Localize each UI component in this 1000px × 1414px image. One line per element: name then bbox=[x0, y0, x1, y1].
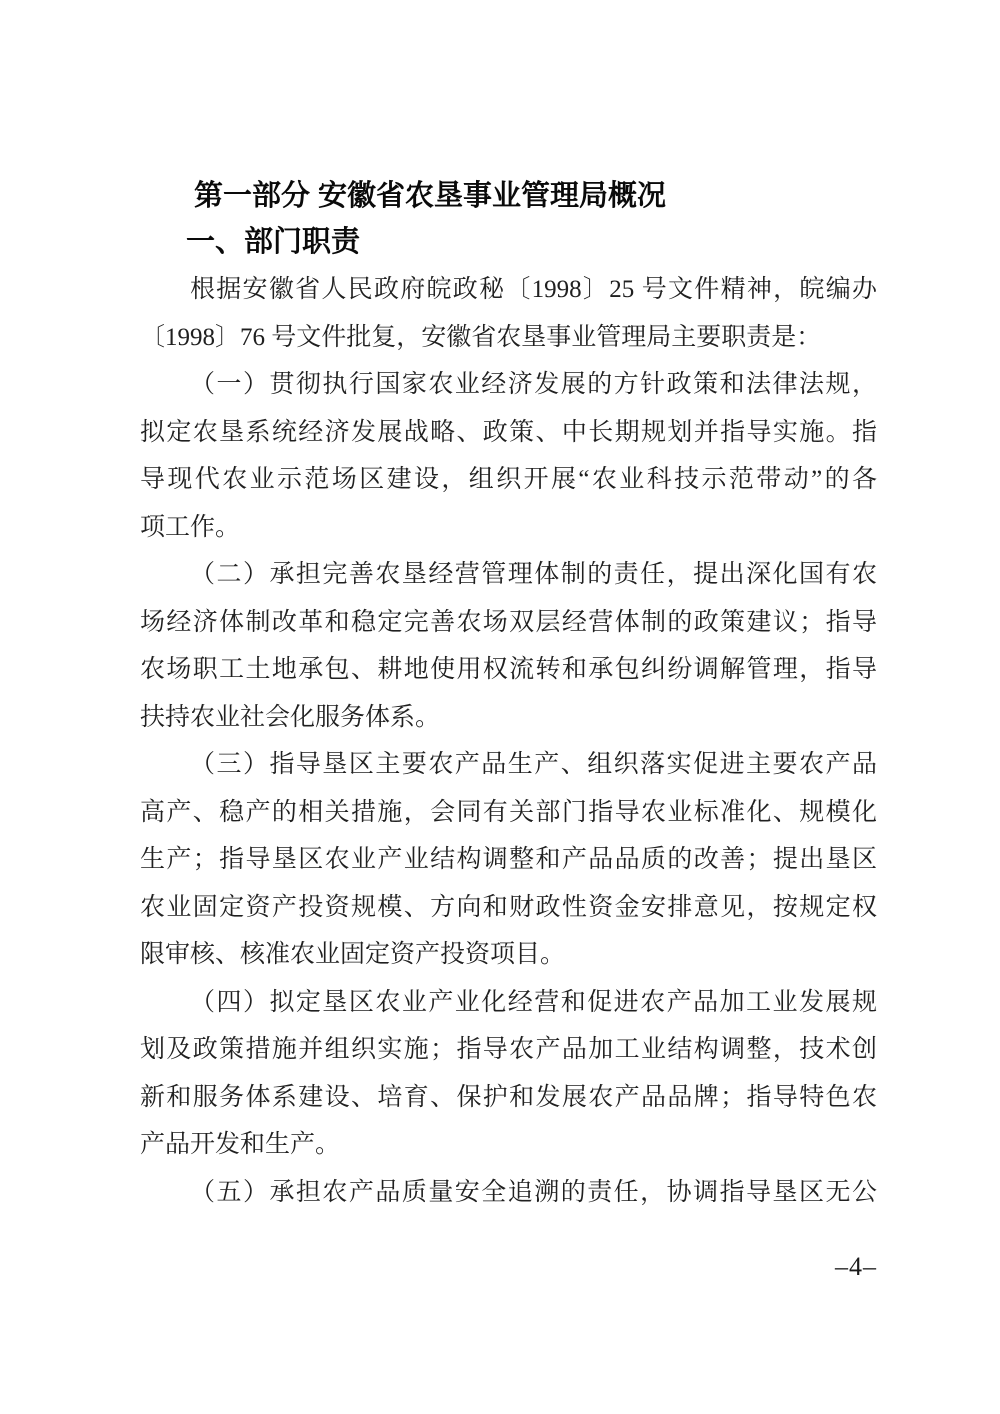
text-line: 高产、稳产的相关措施，会同有关部门指导农业标准化、规模化 bbox=[140, 798, 877, 826]
text-line: 划及政策措施并组织实施；指导农产品加工业结构调整，技术创 bbox=[140, 1036, 877, 1063]
page-number: –4– bbox=[835, 1252, 877, 1281]
text-line: 根据安徽省人民政府皖政秘〔1998〕25 号文件精神，皖编办 bbox=[190, 276, 877, 303]
section-heading: 一、部门职责 bbox=[186, 226, 361, 258]
text-line: 〔1998〕76 号文件批复，安徽省农垦事业管理局主要职责是： bbox=[140, 323, 822, 351]
text-line: 新和服务体系建设、培育、保护和发展农产品品牌；指导特色农 bbox=[140, 1083, 877, 1111]
text-line: 场经济体制改革和稳定完善农场双层经营体制的政策建议；指导 bbox=[140, 608, 877, 636]
text-line: 扶持农业社会化服务体系。 bbox=[140, 703, 441, 731]
text-line: （四）拟定垦区农业产业化经营和促进农产品加工业发展规 bbox=[190, 988, 877, 1016]
text-line: 拟定农垦系统经济发展战略、政策、中长期规划并指导实施。指 bbox=[140, 418, 877, 446]
text-line: 项工作。 bbox=[140, 513, 241, 541]
document-content bbox=[140, 175, 877, 1282]
text-line: 生产；指导垦区农业产业结构调整和产品品质的改善；提出垦区 bbox=[140, 846, 877, 873]
part-heading: 第一部分 安徽省农垦事业管理局概况 bbox=[194, 180, 667, 212]
text-line: 导现代农业示范场区建设，组织开展“农业科技示范带动”的各 bbox=[140, 466, 877, 493]
text-line: （五）承担农产品质量安全追溯的责任，协调指导垦区无公 bbox=[190, 1178, 877, 1206]
text-line: （三）指导垦区主要农产品生产、组织落实促进主要农产品 bbox=[190, 751, 877, 778]
text-line: （二）承担完善农垦经营管理体制的责任，提出深化国有农 bbox=[190, 561, 877, 588]
text-line: 限审核、核准农业固定资产投资项目。 bbox=[140, 941, 566, 968]
text-line: 农业固定资产投资规模、方向和财政性资金安排意见，按规定权 bbox=[140, 893, 877, 921]
text-line: （一）贯彻执行国家农业经济发展的方针政策和法律法规， bbox=[190, 371, 877, 398]
text-line: 产品开发和生产。 bbox=[140, 1131, 341, 1158]
text-line: 农场职工土地承包、耕地使用权流转和承包纠纷调解管理，指导 bbox=[140, 656, 877, 683]
body-text bbox=[140, 266, 877, 1216]
